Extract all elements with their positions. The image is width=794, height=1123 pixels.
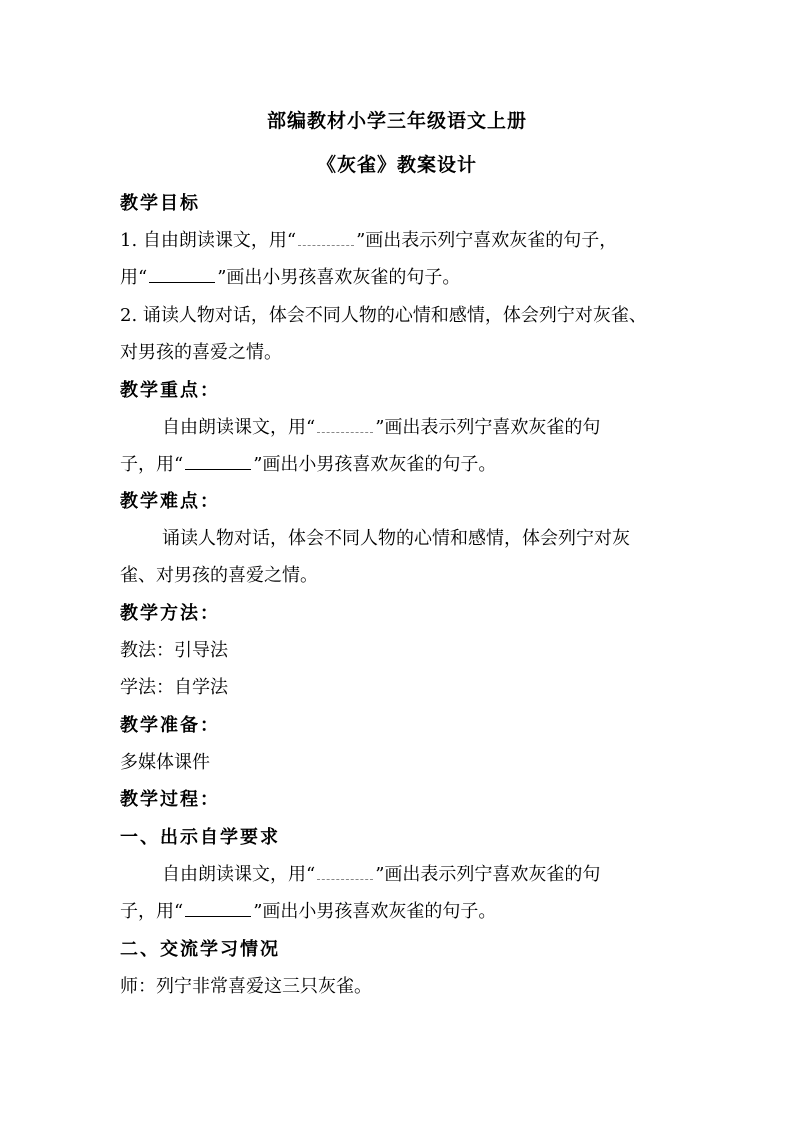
objective-1-text-d: ”画出小男孩喜欢灰雀的句子。: [217, 267, 461, 288]
process-step-1-text-b: ”画出表示列宁喜欢灰雀的句: [375, 864, 601, 885]
straight-underline-blank: [185, 902, 251, 917]
key-points-text-a: 自由朗读课文，用“: [162, 417, 316, 438]
difficulties-heading: 教学难点：: [120, 491, 220, 512]
objective-2-line-2: 对男孩的喜爱之情。: [120, 342, 282, 363]
key-points-text-c: 子，用“: [120, 454, 184, 475]
learning-method: 学法：自学法: [120, 677, 228, 698]
difficulties-line-2: 雀、对男孩的喜爱之情。: [120, 565, 318, 586]
key-points-line-2: [120, 453, 680, 477]
objective-1-text-c: 用“: [120, 267, 148, 288]
wavy-underline-blank: [317, 418, 373, 433]
wavy-underline-blank: [317, 865, 373, 880]
process-step-1-text-d: ”画出小男孩喜欢灰雀的句子。: [253, 901, 497, 922]
objectives-heading: 教学目标: [120, 193, 200, 214]
key-points-line-1: [162, 416, 722, 440]
process-step-2-heading: 二、交流学习情况: [120, 939, 280, 960]
methods-heading: 教学方法：: [120, 603, 220, 624]
process-step-2-text: 师：列宁非常喜爱这三只灰雀。: [120, 976, 372, 997]
key-points-text-d: ”画出小男孩喜欢灰雀的句子。: [253, 454, 497, 475]
objective-1-line-2: [120, 266, 680, 290]
process-step-1-text-c: 子，用“: [120, 901, 184, 922]
straight-underline-blank: [185, 455, 251, 470]
process-step-1-text-a: 自由朗读课文，用“: [162, 864, 316, 885]
process-step-1-line-2: [120, 900, 680, 924]
preparation-text: 多媒体课件: [120, 752, 210, 773]
objective-2-line-1: 2. 诵读人物对话，体会不同人物的心情和感情，体会列宁对灰雀、: [120, 305, 647, 326]
difficulties-line-1: 诵读人物对话，体会不同人物的心情和感情，体会列宁对灰: [162, 528, 630, 549]
key-points-text-b: ”画出表示列宁喜欢灰雀的句: [375, 417, 601, 438]
wavy-underline-blank: [298, 231, 354, 246]
objective-1-text-a: 1. 自由朗读课文，用“: [120, 230, 297, 251]
straight-underline-blank: [149, 268, 215, 283]
process-step-1-heading: 一、出示自学要求: [120, 827, 280, 848]
document-subtitle: 《灰雀》教案设计: [316, 154, 477, 176]
teaching-method: 教法：引导法: [120, 640, 228, 661]
process-step-1-line-1: [162, 863, 722, 887]
process-heading: 教学过程：: [120, 789, 220, 810]
objective-1-text-b: ”画出表示列宁喜欢灰雀的句子，: [356, 230, 618, 251]
objective-1-line-1: [120, 229, 680, 253]
preparation-heading: 教学准备：: [120, 715, 220, 736]
document-title: 部编教材小学三年级语文上册: [266, 110, 527, 132]
key-points-heading: 教学重点：: [120, 380, 220, 401]
